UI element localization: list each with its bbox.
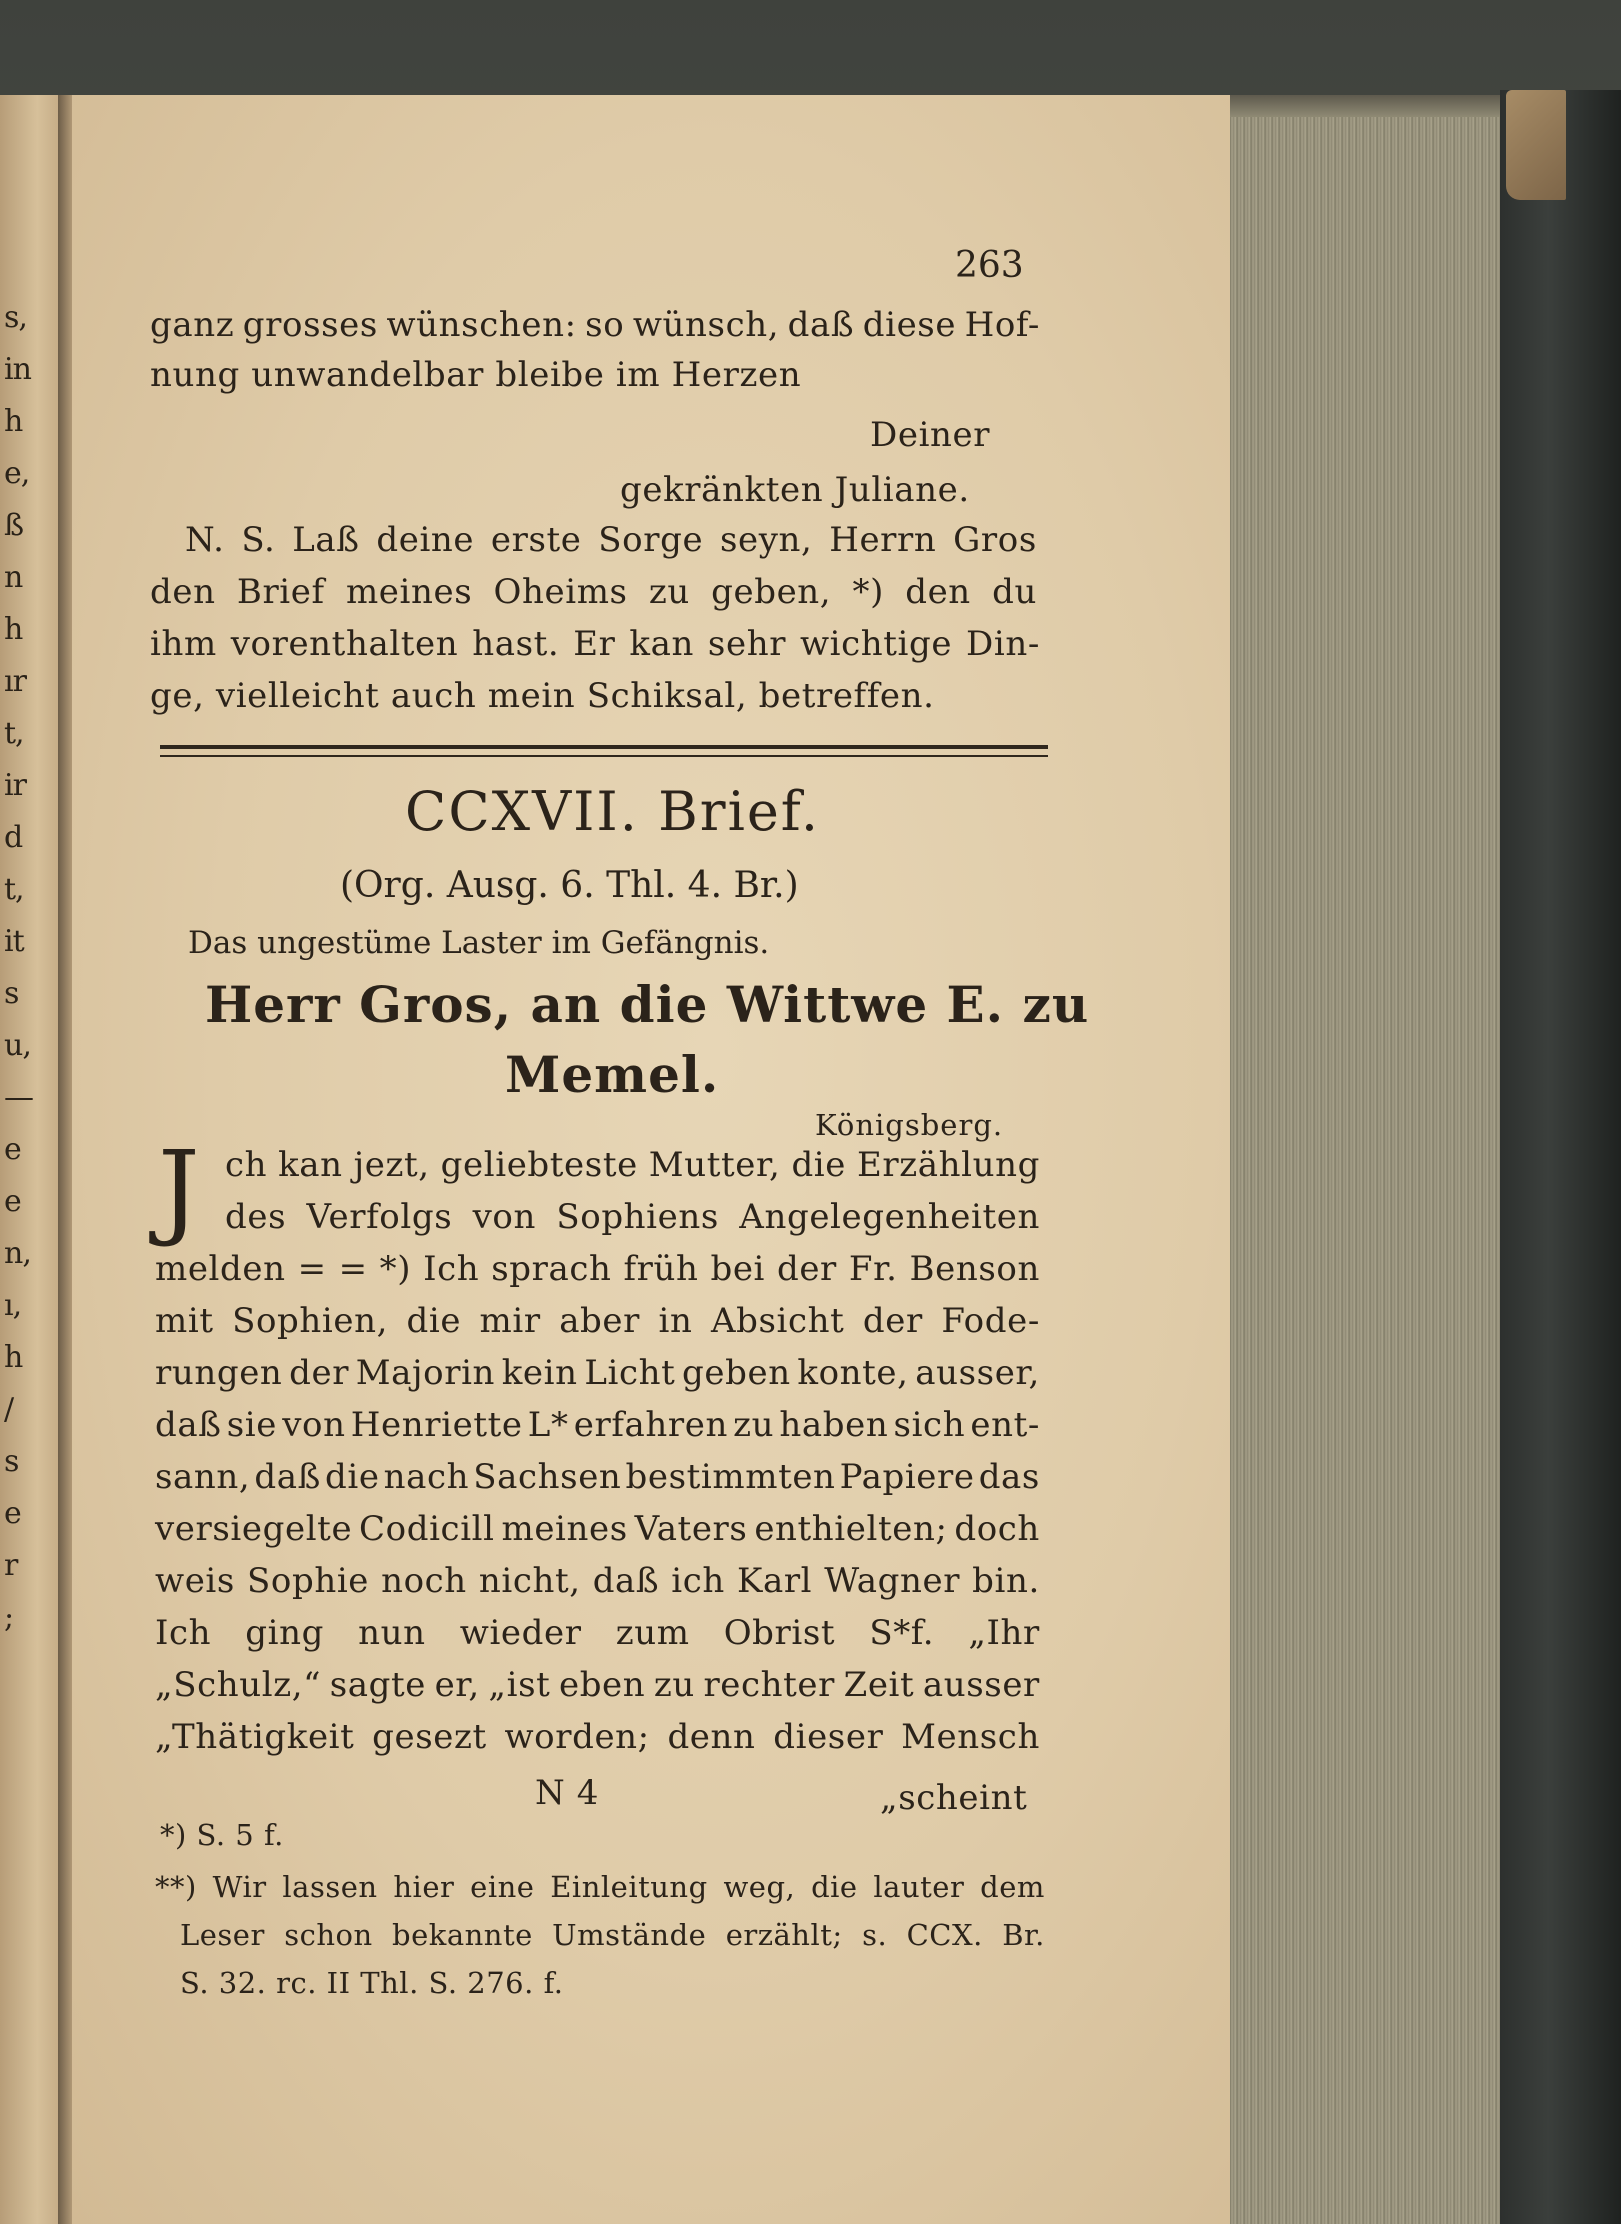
left-page-edge <box>0 95 62 2224</box>
body-line-2: des Verfolgs von Sophiens Angelegenheiten <box>225 1197 1040 1237</box>
footnote-2-line-2: Leser schon bekannte Umstände erzählt; s. CCX. Br. <box>180 1918 1045 1952</box>
page-block-top <box>1230 95 1520 117</box>
left-page-fragment: it <box>4 924 24 959</box>
letter-heading: CCXVII. Brief. <box>405 780 821 843</box>
left-page-fragment: t, <box>4 716 24 751</box>
body-line: „Thätigkeit gesezt worden; denn dieser Mensch <box>155 1717 1040 1757</box>
body-line-1: ch kan jezt, geliebteste Mutter, die Erzählung <box>225 1145 1040 1185</box>
left-page-fragment: ı, <box>4 1288 22 1323</box>
left-page-fragment: ir <box>4 768 26 803</box>
body-line: Ich ging nun wieder zum Obrist S*f. „Ihr <box>155 1613 1040 1653</box>
closing-signature: gekränkten Juliane. <box>620 470 970 510</box>
postscript-line-2: den Brief meines Oheims zu geben, *) den du <box>150 572 1037 612</box>
left-page-fragment: s <box>4 976 19 1011</box>
footnote-1: *) S. 5 f. <box>160 1818 284 1852</box>
body-line: versiegelte Codicill meines Vaters enthielten; doch <box>155 1509 1040 1549</box>
book-cover <box>1500 90 1621 2224</box>
left-page-fragment: t, <box>4 872 24 907</box>
left-page-fragment: n, <box>4 1236 31 1271</box>
left-page-fragment: — <box>4 1080 33 1115</box>
place-name: Königsberg. <box>815 1108 1004 1142</box>
section-rule-thin <box>160 755 1048 757</box>
left-page-fragment: e <box>4 1496 21 1531</box>
left-page-fragment: e <box>4 1184 21 1219</box>
section-rule-thick <box>160 745 1048 749</box>
address-line-1: Herr Gros, an die Wittwe E. zu <box>205 975 1090 1034</box>
left-page-fragment: ; <box>4 1600 14 1635</box>
left-page-fragment: e, <box>4 456 30 491</box>
left-page-fragment: ır <box>4 664 26 699</box>
left-page-fragment: / <box>4 1392 14 1427</box>
left-page-fragment: s <box>4 1444 19 1479</box>
left-page-fragment: h <box>4 612 23 647</box>
left-page-fragment: ß <box>4 508 24 543</box>
body-line: daß sie von Henriette L* erfahren zu haben sich ent- <box>155 1405 1040 1445</box>
left-page-fragment: h <box>4 1340 23 1375</box>
catchword: „scheint <box>880 1778 1028 1818</box>
left-page-fragment: s, <box>4 300 27 335</box>
body-line: rungen der Majorin kein Licht geben konte, ausser, <box>155 1353 1040 1393</box>
postscript-line-3: ihm vorenthalten hast. Er kan sehr wichtige Din- <box>150 624 1040 664</box>
postscript-line-4: ge, vielleicht auch mein Schiksal, betreffen. <box>150 676 935 716</box>
body-line: melden = = *) Ich sprach früh bei der Fr. Benson <box>155 1249 1040 1289</box>
closing-word: Deiner <box>870 415 991 455</box>
postscript-line-1: N. S. Laß deine erste Sorge seyn, Herrn Gros <box>185 520 1037 560</box>
left-page-fragment: r <box>4 1548 18 1583</box>
footnote-2-line-1: **) Wir lassen hier eine Einleitung weg, die lauter dem <box>155 1870 1045 1904</box>
footnote-2-line-3: S. 32. rc. II Thl. S. 276. f. <box>180 1966 564 2000</box>
letter-description: Das ungestüme Laster im Gefängnis. <box>188 925 770 961</box>
left-page-fragment: h <box>4 404 23 439</box>
left-page-fragment: u, <box>4 1028 31 1063</box>
body-line: weis Sophie noch nicht, daß ich Karl Wagner bin. <box>155 1561 1040 1601</box>
edition-reference: (Org. Ausg. 6. Thl. 4. Br.) <box>340 865 799 906</box>
left-page-fragment: n <box>4 560 23 595</box>
left-page-fragment: d <box>4 820 23 855</box>
signature-mark: N 4 <box>535 1773 599 1813</box>
letter-end-line-1: ganz grosses wünschen: so wünsch, daß diese Hof- <box>150 305 1040 345</box>
drop-cap: J <box>158 1128 200 1250</box>
cover-corner <box>1506 90 1566 200</box>
page-block-edge <box>1230 95 1520 2224</box>
body-line: sann, daß die nach Sachsen bestimmten Papiere das <box>155 1457 1040 1497</box>
left-page-fragment: in <box>4 352 31 387</box>
page-number: 263 <box>955 245 1024 286</box>
left-page-fragment: e <box>4 1132 21 1167</box>
address-line-2: Memel. <box>505 1045 720 1104</box>
body-line: mit Sophien, die mir aber in Absicht der Fode- <box>155 1301 1040 1341</box>
letter-end-line-2: nung unwandelbar bleibe im Herzen <box>150 355 802 395</box>
body-line: „Schulz,“ sagte er, „ist eben zu rechter Zeit ausser <box>155 1665 1040 1705</box>
